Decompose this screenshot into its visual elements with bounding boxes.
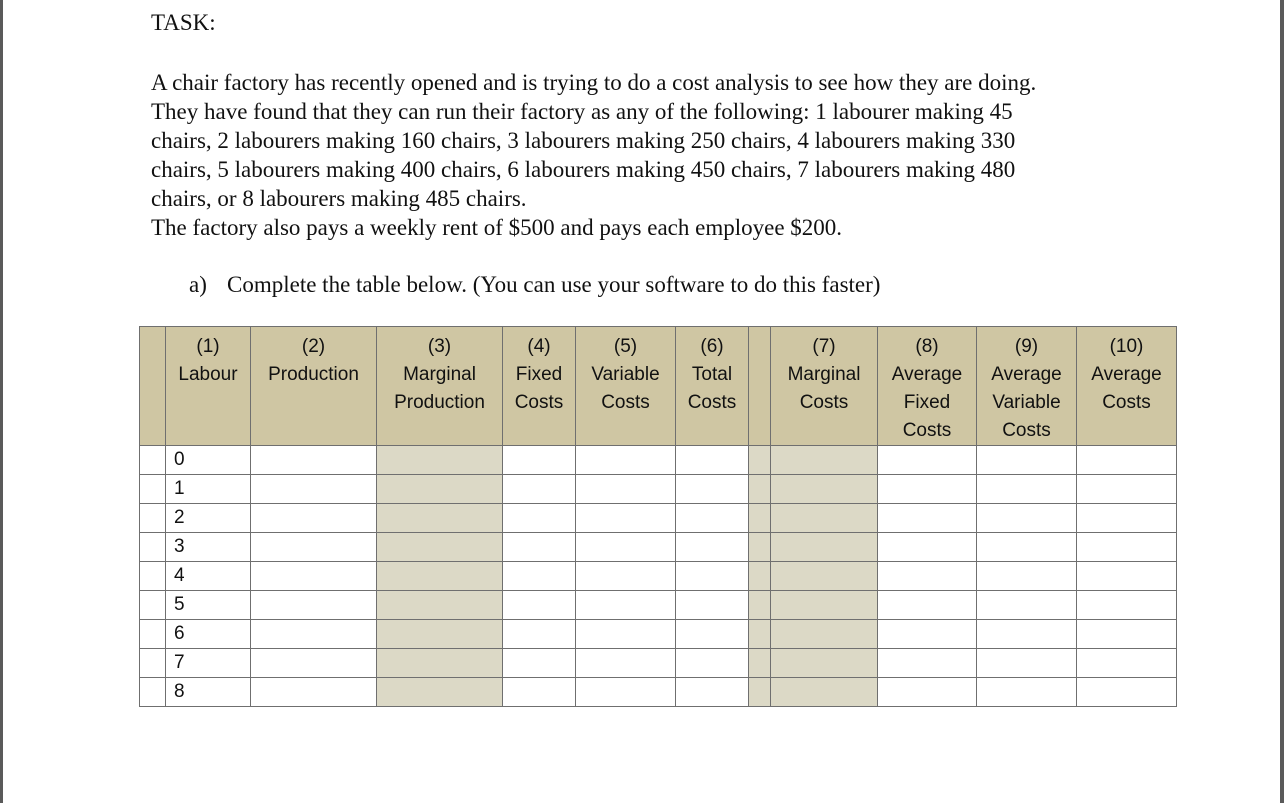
answer-cell — [977, 649, 1077, 678]
header-marginal-costs — [771, 327, 878, 446]
answer-cell — [977, 504, 1077, 533]
answer-cell — [977, 620, 1077, 649]
labour-value: 0 — [166, 446, 251, 475]
answer-cell — [676, 504, 749, 533]
answer-cell-shaded — [377, 649, 503, 678]
column-label: Production — [394, 392, 485, 413]
labour-value: 7 — [166, 649, 251, 678]
labour-value: 4 — [166, 562, 251, 591]
row-stub-cell — [140, 504, 166, 533]
answer-cell — [576, 475, 676, 504]
answer-cell — [878, 678, 977, 707]
header-total-costs — [676, 327, 749, 446]
table-row — [140, 446, 1177, 475]
answer-cell — [576, 562, 676, 591]
table-row — [140, 678, 1177, 707]
table-body — [140, 446, 1177, 707]
column-label: Average — [1091, 364, 1162, 385]
labour-value: 8 — [166, 678, 251, 707]
answer-cell — [251, 533, 377, 562]
column-label: Marginal — [787, 364, 861, 385]
column-label: Fixed — [515, 364, 563, 385]
answer-cell — [1077, 562, 1177, 591]
answer-cell — [977, 533, 1077, 562]
header-variable-costs — [576, 327, 676, 446]
answer-cell — [251, 591, 377, 620]
answer-cell — [878, 591, 977, 620]
gap-cell — [749, 678, 771, 707]
answer-cell-shaded — [771, 533, 878, 562]
column-label: Costs — [1102, 392, 1151, 413]
gap-cell — [749, 533, 771, 562]
answer-cell — [676, 620, 749, 649]
answer-cell — [878, 446, 977, 475]
gap-cell — [749, 475, 771, 504]
answer-cell — [251, 504, 377, 533]
answer-cell — [251, 446, 377, 475]
answer-cell — [503, 504, 576, 533]
answer-cell — [503, 562, 576, 591]
answer-cell — [1077, 446, 1177, 475]
row-stub-cell — [140, 678, 166, 707]
answer-cell — [503, 678, 576, 707]
answer-cell — [977, 446, 1077, 475]
column-number: (2) — [301, 336, 326, 357]
answer-cell-shaded — [377, 533, 503, 562]
answer-cell — [1077, 649, 1177, 678]
answer-cell — [576, 649, 676, 678]
answer-cell — [576, 678, 676, 707]
answer-cell-shaded — [377, 678, 503, 707]
header-production — [251, 327, 377, 446]
column-label: Costs — [902, 420, 952, 441]
answer-cell — [977, 591, 1077, 620]
answer-cell — [251, 649, 377, 678]
question-letter: a) — [189, 272, 207, 297]
gap-cell — [749, 649, 771, 678]
answer-cell — [251, 678, 377, 707]
question-text: Complete the table below. (You can use your software to do this faster) — [227, 272, 881, 297]
cost-analysis-table — [139, 326, 1177, 707]
gap-cell — [749, 562, 771, 591]
table-row — [140, 533, 1177, 562]
column-label: Labour — [178, 364, 238, 385]
row-stub-cell — [140, 562, 166, 591]
labour-value: 2 — [166, 504, 251, 533]
labour-value: 1 — [166, 475, 251, 504]
column-label: Average — [891, 364, 963, 385]
labour-value: 6 — [166, 620, 251, 649]
answer-cell — [1077, 533, 1177, 562]
answer-cell-shaded — [771, 504, 878, 533]
answer-cell — [503, 446, 576, 475]
task-description — [151, 68, 1151, 242]
answer-cell — [576, 591, 676, 620]
answer-cell-shaded — [771, 649, 878, 678]
labour-value: 3 — [166, 533, 251, 562]
answer-cell — [576, 620, 676, 649]
header-average-costs — [1077, 327, 1177, 446]
column-label: Average — [991, 364, 1062, 385]
answer-cell-shaded — [377, 504, 503, 533]
answer-cell — [676, 446, 749, 475]
answer-cell — [878, 533, 977, 562]
column-number: (8) — [915, 336, 939, 357]
column-number: (4) — [527, 336, 551, 357]
header-average-variable-costs — [977, 327, 1077, 446]
row-stub-cell — [140, 649, 166, 678]
answer-cell — [251, 562, 377, 591]
answer-cell — [503, 649, 576, 678]
column-number: (10) — [1109, 336, 1144, 357]
answer-cell-shaded — [771, 678, 878, 707]
task-heading: TASK: — [151, 10, 216, 35]
gap-cell — [749, 446, 771, 475]
answer-cell — [1077, 678, 1177, 707]
document-page — [3, 0, 1280, 803]
answer-cell — [1077, 620, 1177, 649]
answer-cell — [676, 591, 749, 620]
answer-cell — [251, 475, 377, 504]
answer-cell — [676, 533, 749, 562]
header-gap-cell — [749, 327, 771, 446]
column-label: Variable — [591, 364, 660, 385]
table-header-row — [140, 327, 1177, 446]
paragraph-line: The factory also pays a weekly rent of $500 and pays each employee $200. — [151, 215, 843, 240]
answer-cell-shaded — [377, 620, 503, 649]
paragraph-line: chairs, 2 labourers making 160 chairs, 3 labourers making 250 chairs, 4 labourers making 330 — [151, 128, 1016, 153]
row-stub-cell — [140, 620, 166, 649]
paragraph-line: They have found that they can run their factory as any of the following: 1 labourer making 45 — [151, 99, 1013, 124]
answer-cell — [676, 475, 749, 504]
column-label: Marginal — [403, 364, 476, 385]
answer-cell — [1077, 504, 1177, 533]
answer-cell — [676, 649, 749, 678]
answer-cell-shaded — [771, 475, 878, 504]
column-label: Costs — [687, 392, 737, 413]
answer-cell-shaded — [771, 562, 878, 591]
answer-cell-shaded — [771, 446, 878, 475]
column-number: (3) — [427, 336, 452, 357]
answer-cell — [1077, 475, 1177, 504]
answer-cell-shaded — [377, 562, 503, 591]
column-label: Costs — [799, 392, 849, 413]
answer-cell — [878, 475, 977, 504]
answer-cell — [676, 562, 749, 591]
table-row — [140, 475, 1177, 504]
header-labour — [166, 327, 251, 446]
header-average-fixed-costs — [878, 327, 977, 446]
column-label: Costs — [1002, 420, 1051, 441]
answer-cell-shaded — [377, 591, 503, 620]
column-label: Total — [691, 364, 733, 385]
question-a — [189, 272, 880, 298]
labour-value: 5 — [166, 591, 251, 620]
answer-cell — [878, 649, 977, 678]
answer-cell — [878, 620, 977, 649]
answer-cell — [503, 475, 576, 504]
answer-cell — [676, 678, 749, 707]
answer-cell — [1077, 591, 1177, 620]
answer-cell-shaded — [771, 591, 878, 620]
table-row — [140, 591, 1177, 620]
header-stub-cell — [140, 327, 166, 446]
answer-cell — [878, 504, 977, 533]
gap-cell — [749, 504, 771, 533]
answer-cell — [251, 620, 377, 649]
column-number: (9) — [1014, 336, 1039, 357]
answer-cell-shaded — [771, 620, 878, 649]
table-row — [140, 649, 1177, 678]
column-label: Production — [268, 364, 359, 385]
answer-cell — [977, 678, 1077, 707]
column-number: (7) — [812, 336, 836, 357]
answer-cell — [503, 533, 576, 562]
table-row — [140, 620, 1177, 649]
paragraph-line: chairs, or 8 labourers making 485 chairs. — [151, 186, 527, 211]
answer-cell-shaded — [377, 446, 503, 475]
answer-cell — [503, 620, 576, 649]
column-number: (1) — [196, 336, 220, 357]
answer-cell-shaded — [377, 475, 503, 504]
answer-cell — [977, 562, 1077, 591]
column-label: Fixed — [903, 392, 951, 413]
row-stub-cell — [140, 591, 166, 620]
answer-cell — [576, 504, 676, 533]
table-row — [140, 562, 1177, 591]
answer-cell — [878, 562, 977, 591]
row-stub-cell — [140, 533, 166, 562]
column-number: (6) — [700, 336, 724, 357]
row-stub-cell — [140, 446, 166, 475]
answer-cell — [977, 475, 1077, 504]
gap-cell — [749, 591, 771, 620]
paragraph-line: chairs, 5 labourers making 400 chairs, 6 labourers making 450 chairs, 7 labourers making 480 — [151, 157, 1016, 182]
paragraph-line: A chair factory has recently opened and is trying to do a cost analysis to see how they are doing. — [151, 70, 1037, 95]
header-fixed-costs — [503, 327, 576, 446]
header-marginal-production — [377, 327, 503, 446]
answer-cell — [576, 533, 676, 562]
answer-cell — [503, 591, 576, 620]
table-row — [140, 504, 1177, 533]
column-label: Variable — [992, 392, 1061, 413]
column-number: (5) — [613, 336, 638, 357]
answer-cell — [576, 446, 676, 475]
column-label: Costs — [514, 392, 564, 413]
row-stub-cell — [140, 475, 166, 504]
gap-cell — [749, 620, 771, 649]
column-label: Costs — [601, 392, 650, 413]
